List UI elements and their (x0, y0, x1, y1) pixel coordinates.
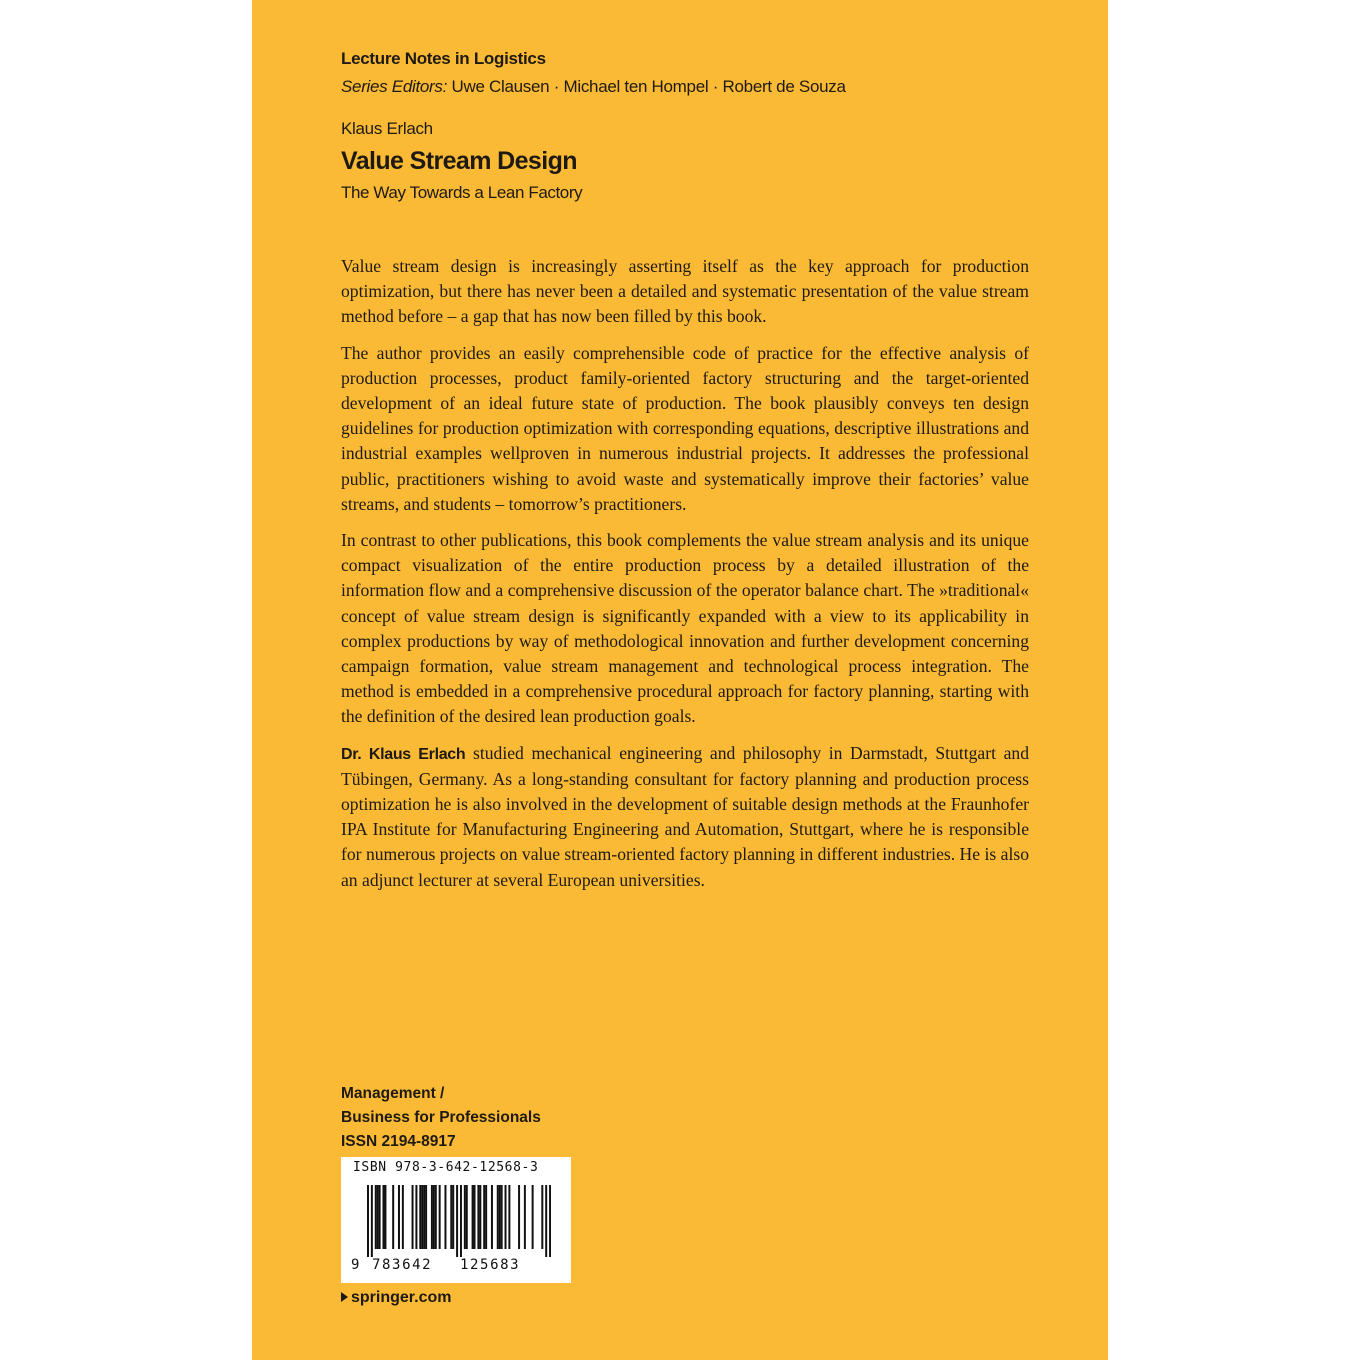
author-bio (341, 741, 1029, 893)
barcode-guard-bar (456, 1185, 458, 1257)
publisher-link[interactable] (341, 1289, 451, 1307)
barcode-bar (508, 1185, 510, 1249)
barcode-guard-bar (367, 1185, 369, 1257)
barcode-bar (491, 1185, 493, 1249)
barcode-guard-bar (460, 1185, 462, 1257)
barcode-bar (532, 1185, 534, 1249)
description-paragraph-3: In contrast to other publications, this book complements the value stream analysis and its unique compact visualization of the entire production process by a detailed illustration of the information flow and a comprehensive discussion of the operator balance chart. The »traditional« concept of value stream design is significantly expanded with a view to its applicability in complex productions by way of methodological innovation and further development concerning campaign formation, value stream management and technological process integration. The method is embedded in a comprehensive procedural approach for factory planning, starting with the definition of the desired lean production goals. (341, 530, 1029, 727)
book-subtitle: The Way Towards a Lean Factory (341, 183, 583, 202)
book-title: Value Stream Design (341, 147, 577, 175)
barcode-bar (412, 1185, 414, 1249)
barcode-bar (377, 1185, 379, 1249)
barcode-bar (433, 1185, 435, 1249)
barcode-bar (479, 1185, 481, 1249)
category-block (341, 1082, 541, 1154)
isbn-label: ISBN 978-3-642-12568-3 (353, 1160, 539, 1175)
barcode-bar (501, 1185, 503, 1249)
barcode-bar (439, 1185, 441, 1249)
issn-number: ISSN 2194-8917 (341, 1133, 456, 1150)
barcode-bar (423, 1185, 425, 1249)
barcode-bar (452, 1185, 454, 1249)
author-bio-name: Dr. Klaus Erlach (341, 745, 466, 763)
barcode-bar (464, 1185, 466, 1249)
book-description (341, 254, 1029, 904)
barcode-bar (379, 1185, 381, 1249)
barcode-bar (485, 1185, 487, 1249)
barcode-bars (367, 1185, 551, 1257)
barcode-bar (415, 1185, 417, 1249)
ean-left-digits: 783642 (372, 1257, 433, 1273)
series-title: Lecture Notes in Logistics (341, 49, 546, 68)
description-paragraph-2: The author provides an easily comprehensible code of practice for the effective analysis of production processes, product family-oriented factory structuring and the target-oriented development of an ideal future state of production. The book plausibly conveys ten design guidelines for production optimization with corresponding equations, descriptive illustrations and industrial examples wellproven in numerous industrial projects. It addresses the professional public, practitioners wishing to avoid waste and systematically improve their factories’ value streams, and students – tomorrow’s practitioners. (341, 342, 1029, 514)
barcode-bar (474, 1185, 476, 1249)
barcode-bar (392, 1185, 394, 1249)
book-back-cover (252, 0, 1108, 1360)
category-business: Business for Professionals (341, 1109, 541, 1126)
barcode-bar (402, 1185, 404, 1249)
barcode-bar (398, 1185, 400, 1249)
barcode-bar (541, 1185, 543, 1249)
book-author: Klaus Erlach (341, 119, 433, 138)
barcode-bar (483, 1185, 485, 1249)
barcode-bar (499, 1185, 501, 1249)
category-management: Management / (341, 1085, 445, 1102)
barcode-bar (421, 1185, 423, 1249)
barcode-bar (382, 1185, 384, 1249)
author-bio-text: studied mechanical engineering and philosophy in Darmstadt, Stuttgart and Tübingen, Germany. As a long-standing consultant for factory planning and production process optimization he is also involved in the development of suitable design methods at the Fraunhofer IPA Institute for Manufacturing Engineering and Automation, Stuttgart, where he is responsible for numerous projects on value stream-oriented factory planning in different industries. He is also an adjunct lecturer at several European universities. (341, 742, 1030, 890)
arrow-right-icon (341, 1292, 348, 1302)
series-editors-label: Series Editors: (341, 77, 448, 96)
barcode-bar (524, 1185, 526, 1249)
ean-right-digits: 125683 (460, 1257, 521, 1273)
barcode-bar (431, 1185, 433, 1249)
barcode-bar (497, 1185, 499, 1249)
barcode-bar (425, 1185, 427, 1249)
barcode-bar (435, 1185, 437, 1249)
ean-first-digit: 9 (351, 1257, 360, 1273)
barcode-bar (419, 1185, 421, 1249)
barcode-bar (375, 1185, 377, 1249)
series-editors-names: Uwe Clausen · Michael ten Hompel · Robert de Souza (451, 77, 846, 96)
barcode-bar (450, 1185, 452, 1249)
publisher-url: springer.com (351, 1289, 452, 1306)
barcode-guard-bar (549, 1185, 551, 1257)
barcode-bar (444, 1185, 446, 1249)
barcode-bar (477, 1185, 479, 1249)
barcode-bar (505, 1185, 507, 1249)
series-editors (341, 77, 846, 97)
barcode-bar (518, 1185, 520, 1249)
description-paragraph-1: Value stream design is increasingly asserting itself as the key approach for production optimization, but there has never been a detailed and systematic presentation of the value stream method before – a gap that has now been filled by this book. (341, 256, 1029, 327)
barcode-bar (384, 1185, 386, 1249)
barcode-guard-bar (371, 1185, 373, 1257)
barcode-bar (472, 1185, 474, 1249)
barcode-guard-bar (545, 1185, 547, 1257)
isbn-barcode (341, 1157, 571, 1283)
barcode-bar (466, 1185, 468, 1249)
